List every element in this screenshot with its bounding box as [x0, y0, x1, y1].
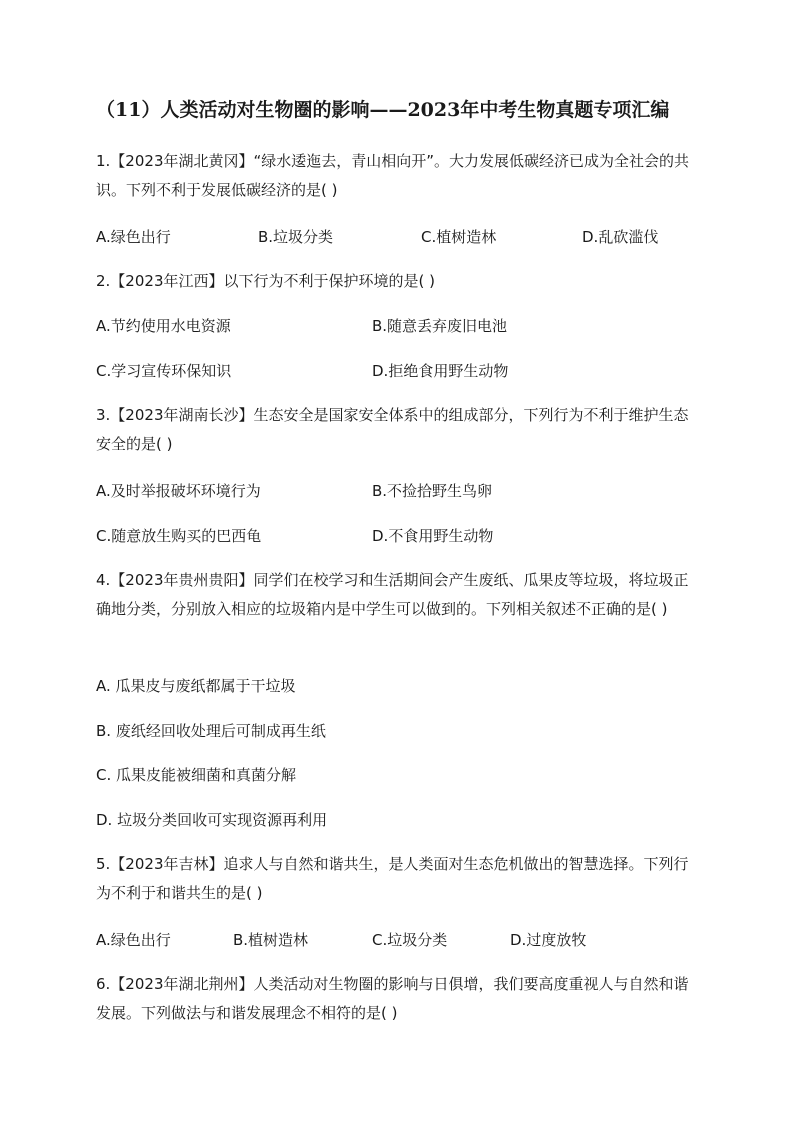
question-3-option-a: A.及时举报破坏环境行为	[96, 482, 261, 500]
document-title: （11）人类活动对生物圈的影响——2023年中考生物真题专项汇编	[96, 99, 670, 121]
question-4-option-b: B. 废纸经回收处理后可制成再生纸	[96, 722, 326, 740]
question-3-option-c: C.随意放生购买的巴西龟	[96, 527, 262, 545]
question-6-stem: 6.【2023年湖北荆州】人类活动对生物圈的影响与日俱增，我们要高度重视人与自然和谐发展。下列做法与和谐发展理念不相符的是( )	[96, 975, 689, 1022]
question-2-stem: 2.【2023年江西】以下行为不利于保护环境的是( )	[96, 272, 435, 290]
question-5-option-c: C.垃圾分类	[372, 931, 448, 949]
question-2-option-b: B.随意丢弃废旧电池	[372, 317, 508, 335]
question-3-option-d: D.不食用野生动物	[372, 527, 494, 545]
question-4-option-c: C. 瓜果皮能被细菌和真菌分解	[96, 766, 297, 784]
question-5-stem: 5.【2023年吉林】追求人与自然和谐共生，是人类面对生态危机做出的智慧选择。下列行为不利于和谐共生的是( )	[96, 855, 689, 902]
question-5-option-b: B.植树造林	[233, 931, 309, 949]
question-2-option-d: D.拒绝食用野生动物	[372, 362, 509, 380]
question-1-option-b: B.垃圾分类	[258, 228, 334, 246]
question-1-option-d: D.乱砍滥伐	[582, 228, 659, 246]
question-5-option-a: A.绿色出行	[96, 931, 171, 949]
question-2-option-c: C.学习宣传环保知识	[96, 362, 232, 380]
question-1-option-c: C.植树造林	[421, 228, 497, 246]
question-1-stem: 1.【2023年湖北黄冈】“绿水逶迤去，青山相向开”。大力发展低碳经济已成为全社会的共识。下列不利于发展低碳经济的是( )	[96, 152, 690, 199]
question-4-stem: 4.【2023年贵州贵阳】同学们在校学习和生活期间会产生废纸、瓜果皮等垃圾，将垃圾正确地分类，分别放入相应的垃圾箱内是中学生可以做到的。下列相关叙述不正确的是( )	[96, 571, 689, 618]
question-3-option-b: B.不捡拾野生鸟卵	[372, 482, 493, 500]
question-4-option-a: A. 瓜果皮与废纸都属于干垃圾	[96, 677, 296, 695]
question-1-option-a: A.绿色出行	[96, 228, 171, 246]
question-3-stem: 3.【2023年湖南长沙】生态安全是国家安全体系中的组成部分，下列行为不利于维护生态安全的是( )	[96, 406, 689, 453]
question-4-option-d: D. 垃圾分类回收可实现资源再利用	[96, 811, 328, 829]
question-5-option-d: D.过度放牧	[510, 931, 587, 949]
question-2-option-a: A.节约使用水电资源	[96, 317, 231, 335]
